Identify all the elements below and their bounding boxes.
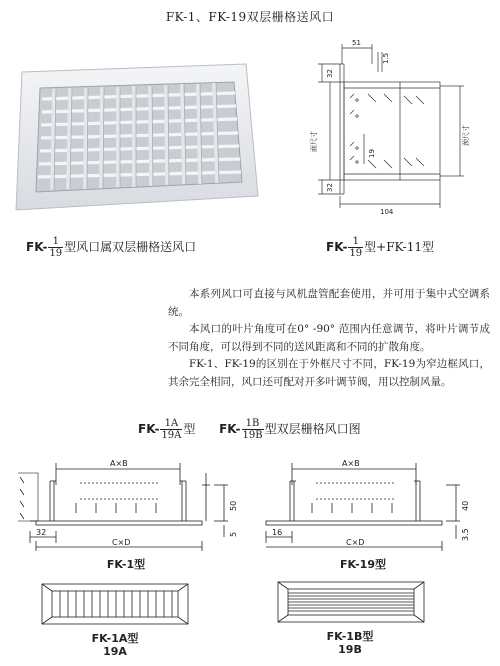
dim-1-5: 1.5	[382, 52, 390, 64]
fk1a-label-line1: FK-1A型	[91, 632, 139, 645]
fk1b-label-line2: 19B	[338, 643, 362, 656]
dim-16: 16	[272, 528, 283, 537]
paragraph: 本风口的叶片角度可在0° -90° 范围内任意调节，将叶片调节成不同角度，可以得到不同的送风距离和不同的扩散角度。	[168, 323, 490, 353]
fraction-numerator: 1A	[160, 418, 182, 430]
fraction-numerator: 1B	[242, 418, 264, 430]
dim-3-5: 3.5	[461, 528, 470, 541]
document-title: FK-1、FK-19双层栅格送风口	[165, 10, 335, 24]
fraction-denominator: 19A	[161, 430, 182, 441]
drawing-caption	[326, 236, 434, 259]
dim-104: 104	[380, 208, 394, 216]
fk19-label: FK-19型	[340, 558, 386, 571]
dim-c-d: C×D	[112, 538, 131, 547]
section-title-suffix-b: 型双层栅格风口图	[264, 422, 361, 436]
dim-a-b: A×B	[110, 459, 128, 468]
drawing-caption-text: 型+FK-11型	[364, 240, 434, 254]
section-title-prefix-a: FK-	[138, 422, 160, 436]
fraction-numerator: 1	[48, 236, 63, 248]
paragraph: FK-1、FK-19的区别在于外框尺寸不同，FK-19为窄边框风口，其余完全相同，风口还可配对开多叶调节阀，用以控制风量。	[168, 358, 490, 388]
section-title	[0, 418, 500, 441]
drawing-caption-fraction	[348, 236, 363, 259]
section-fraction-b	[242, 418, 264, 441]
photo-caption	[26, 236, 196, 259]
fraction-denominator: 19B	[242, 430, 263, 441]
section-title-prefix-b: FK-	[219, 422, 241, 436]
paragraph: 本系列风口可直接与风机盘管配套使用，并可用于集中式空调系统。	[168, 288, 490, 318]
fk1a-label	[65, 632, 165, 658]
fk1b-label-line1: FK-1B型	[326, 630, 374, 643]
dim-c-d: C×D	[346, 538, 365, 547]
fk1b-front-view	[276, 580, 426, 624]
fk1a-label-line2: 19A	[103, 645, 127, 658]
section-title-suffix-a: 型	[183, 422, 196, 436]
photo-caption-text: 型风口属双层栅格送风口	[64, 240, 197, 254]
dim-51: 51	[352, 39, 361, 47]
grille-photo	[14, 62, 260, 212]
fk1b-label	[300, 630, 400, 656]
photo-caption-fraction	[48, 236, 63, 259]
dim-a-b: A×B	[342, 459, 360, 468]
label-face-size: 面尺寸	[310, 131, 318, 152]
photo-caption-prefix: FK-	[26, 240, 48, 254]
fraction-denominator: 19	[349, 248, 363, 259]
fraction-denominator: 19	[49, 248, 63, 259]
dim-50: 50	[229, 500, 238, 511]
fk1-section-drawing	[10, 455, 250, 555]
dim-19: 19	[368, 149, 376, 158]
section-fraction-a	[160, 418, 182, 441]
dim-5: 5	[229, 531, 238, 537]
label-neck-size: 颈尺寸	[462, 125, 470, 146]
description-text	[168, 286, 490, 391]
fraction-numerator: 1	[348, 236, 363, 248]
fk19-section-drawing	[256, 455, 492, 555]
dim-32: 32	[36, 528, 47, 537]
dim-32-bottom: 32	[326, 183, 334, 192]
side-section-drawing	[300, 34, 470, 224]
drawing-caption-prefix: FK-	[326, 240, 348, 254]
dim-40: 40	[461, 500, 470, 511]
fk1-label: FK-1型	[106, 558, 146, 571]
fk1a-front-view	[40, 582, 190, 626]
dim-32-top: 32	[326, 69, 334, 78]
